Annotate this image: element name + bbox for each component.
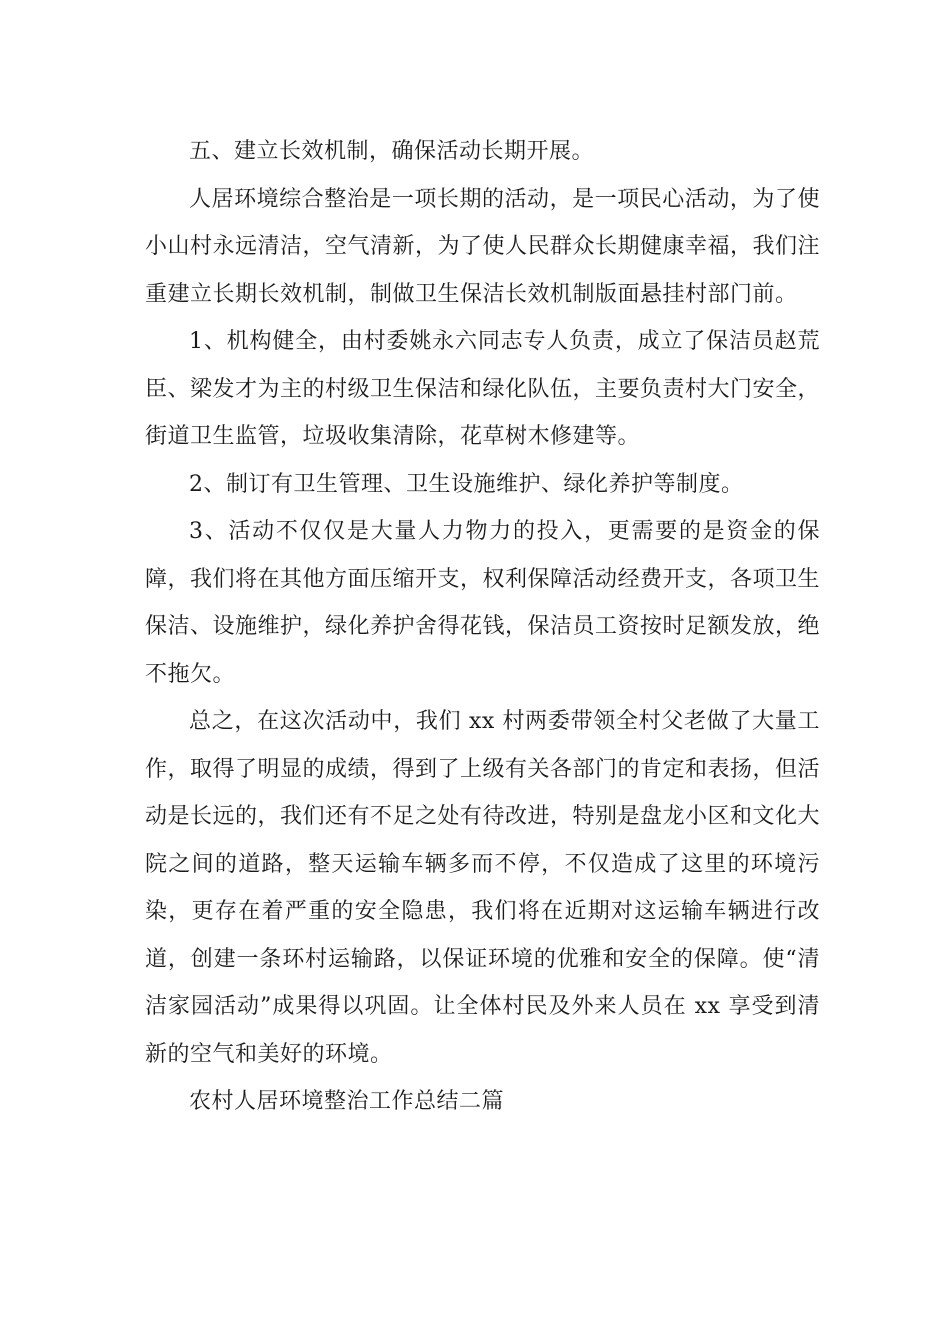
paragraph-intro: 人居环境综合整治是一项长期的活动，是一项民心活动，为了使小山村永远清洁，空气清新，为了使人民群众长期健康幸福，我们注重建立长期长效机制，制做卫生保洁长效机制版面悬挂村部门前。 xyxy=(145,186,821,307)
next-article-title: 农村人居环境整治工作总结二篇 xyxy=(189,1089,505,1114)
paragraph-item-2: 2、制订有卫生管理、卫生设施维护、绿化养护等制度。 xyxy=(189,471,744,497)
document-body xyxy=(145,128,820,1126)
paragraph-item-1: 1、机构健全，由村委姚永六同志专人负责，成立了保洁员赵荒臣、梁发才为主的村级卫生保洁和绿化队伍，主要负责村大门安全，街道卫生监管，垃圾收集清除，花草树木修建等。 xyxy=(145,329,821,449)
paragraph-item-3: 3、活动不仅仅是大量人力物力的投入，更需要的是资金的保障，我们将在其他方面压缩开支，权利保障活动经费开支，各项卫生保洁、设施维护，绿化养护舍得花钱，保洁员工资按时足额发放，绝不拖欠。 xyxy=(145,519,821,687)
paragraph-summary: 总之，在这次活动中，我们 xx 村两委带领全村父老做了大量工作，取得了明显的成绩，得到了上级有关各部门的肯定和表扬，但活动是长远的，我们还有不足之处有待改进，特别是盘龙小区和文化大院之间的道路，整天运输车辆多而不停，不仅造成了这里的环境污染，更存在着严重的安全隐患，我们将在近期对这运输车辆进行改道，创建一条环村运输路，以保证环境的优雅和安全的保障。使“清洁家园活动”成果得以巩固。让全体村民及外来人员在 xx 享受到清新的空气和美好的环境。 xyxy=(145,709,821,1067)
section-heading-five: 五、建立长效机制，确保活动长期开展。 xyxy=(189,139,595,164)
